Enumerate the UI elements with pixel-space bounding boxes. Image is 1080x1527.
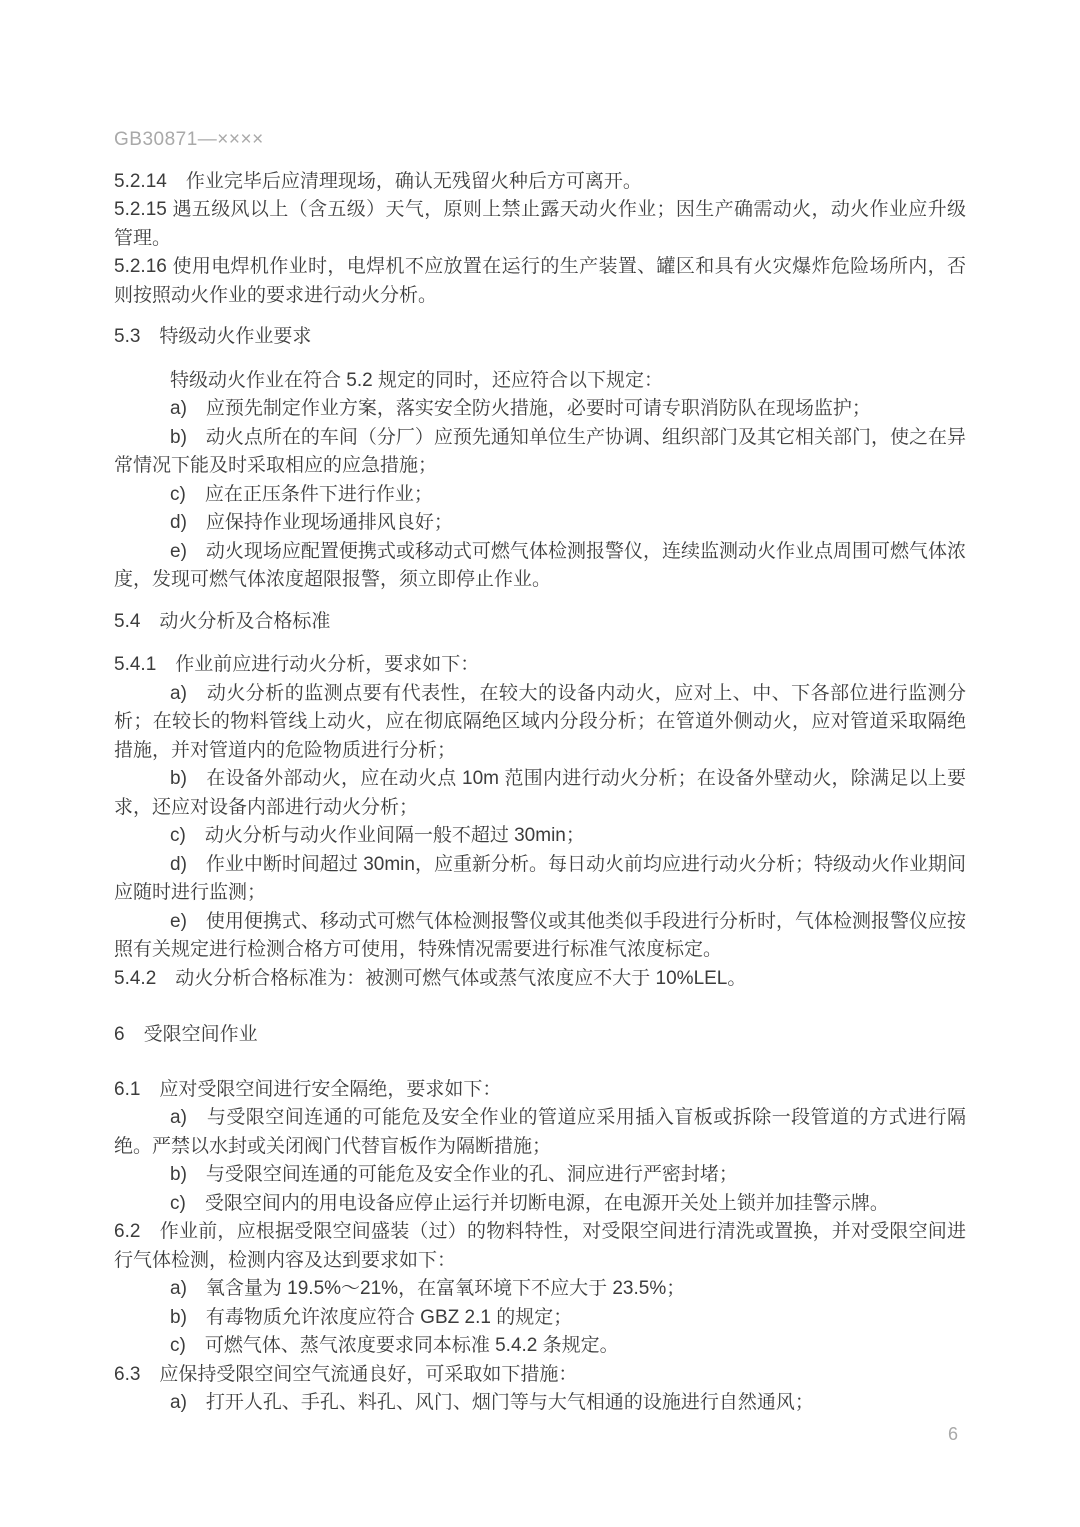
clause-6-1: 6.1 应对受限空间进行安全隔绝，要求如下：: [114, 1078, 502, 1100]
list-6-1-c: c) 受限空间内的用电设备应停止运行并切断电源，在电源开关处上锁并加挂警示牌。: [170, 1192, 889, 1214]
clause-6-3: 6.3 应保持受限空间空气流通良好，可采取如下措施：: [114, 1363, 578, 1385]
list-6-2-a: a) 氧含量为 19.5%～21%，在富氧环境下不应大于 23.5%；: [170, 1278, 686, 1299]
para-intro-5-3: 特级动火作业在符合 5.2 规定的同时，还应符合以下规定：: [170, 369, 663, 391]
list-5-3-c: c) 应在正压条件下进行作业；: [170, 483, 433, 505]
page-number: 6: [947, 1424, 958, 1444]
list-5-3-b: b) 动火点所在的车间（分厂）应预先通知单位生产协调、组织部门及其它相关部门，使之在异常情况下能及时采取相应的应急措施；: [114, 426, 966, 476]
list-5-4-1-b: b) 在设备外部动火，应在动火点 10m 范围内进行动火分析；在设备外壁动火，除满足以上要求，还应对设备内部进行动火分析；: [114, 768, 966, 818]
list-5-3-d: d) 应保持作业现场通排风良好；: [170, 512, 453, 533]
clause-6-2: 6.2 作业前，应根据受限空间盛装（过）的物料特性，对受限空间进行清洗或置换，并对受限空间进行气体检测，检测内容及达到要求如下：: [114, 1221, 966, 1271]
heading-5-3: 5.3 特级动火作业要求: [114, 326, 312, 347]
page-header-doc-code: GB30871—××××: [114, 129, 264, 150]
clause-5-2-14: 5.2.14 作业完毕后应清理现场，确认无残留火种后方可离开。: [114, 170, 642, 192]
list-6-3-a: a) 打开人孔、手孔、料孔、风门、烟门等与大气相通的设施进行自然通风；: [170, 1392, 814, 1413]
list-5-4-1-a: a) 动火分析的监测点要有代表性，在较大的设备内动火，应对上、中、下各部位进行监测分析；在较长的物料管线上动火，应在彻底隔绝区域内分段分析；在管道外侧动火，应对管道采取隔绝措施，并对管道内的危险物质进行分析；: [114, 682, 966, 761]
clause-5-4-2: 5.4.2 动火分析合格标准为：被测可燃气体或蒸气浓度应不大于 10%LEL。: [114, 967, 747, 989]
clause-5-4-1: 5.4.1 作业前应进行动火分析，要求如下：: [114, 654, 480, 675]
list-6-2-c: c) 可燃气体、蒸气浓度要求同本标准 5.4.2 条规定。: [170, 1335, 619, 1356]
list-6-2-b: b) 有毒物质允许浓度应符合 GBZ 2.1 的规定；: [170, 1306, 573, 1328]
list-6-1-a: a) 与受限空间连通的可能危及安全作业的管道应采用插入盲板或拆除一段管道的方式进行隔绝。严禁以水封或关闭阀门代替盲板作为隔断措施；: [114, 1107, 966, 1157]
document-content: [114, 126, 966, 1418]
heading-6: 6 受限空间作业: [114, 1024, 258, 1045]
list-5-4-1-c: c) 动火分析与动火作业间隔一般不超过 30min；: [170, 825, 585, 846]
list-5-4-1-e: e) 使用便携式、移动式可燃气体检测报警仪或其他类似手段进行分析时，气体检测报警仪应按照有关规定进行检测合格方可使用，特殊情况需要进行标准气浓度标定。: [114, 910, 966, 960]
heading-5-4: 5.4 动火分析及合格标准: [114, 610, 331, 632]
list-5-4-1-d: d) 作业中断时间超过 30min，应重新分析。每日动火前均应进行动火分析；特级动火作业期间应随时进行监测；: [114, 853, 966, 903]
list-5-3-a: a) 应预先制定作业方案，落实安全防火措施，必要时可请专职消防队在现场监护；: [170, 398, 871, 419]
clause-5-2-16: 5.2.16 使用电焊机作业时，电焊机不应放置在运行的生产装置、罐区和具有火灾爆炸危险场所内，否则按照动火作业的要求进行动火分析。: [114, 256, 966, 306]
clause-5-2-15: 5.2.15 遇五级风以上（含五级）天气，原则上禁止露天动火作业；因生产确需动火，动火作业应升级管理。: [114, 199, 966, 249]
list-6-1-b: b) 与受限空间连通的可能危及安全作业的孔、洞应进行严密封堵；: [170, 1164, 738, 1185]
list-5-3-e: e) 动火现场应配置便携式或移动式可燃气体检测报警仪，连续监测动火作业点周围可燃气体浓度，发现可燃气体浓度超限报警，须立即停止作业。: [114, 540, 966, 590]
